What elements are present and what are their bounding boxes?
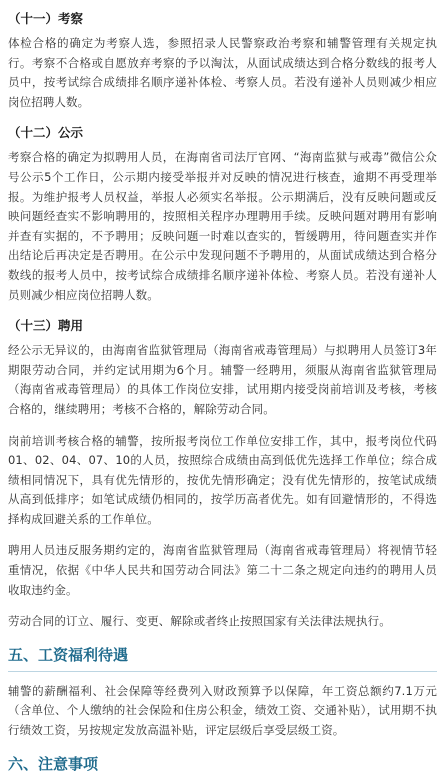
section-heading-notes: 六、注意事项 [8,754,99,773]
paragraph-publicity: 考察合格的确定为拟聘用人员，在海南省司法厅官网、“海南监狱与戒毒”微信公众号公示5个工作日，公示期内接受举报并对反映的情况进行核查，逾期不再受理举报。为维护报考人员权益，举报人必须实名举报。公示期满后，没有反映问题或反映问题经查实不影响聘用的，按照相关程序办理聘用手续。反映问题对聘用有影响并查有实据的，不予聘用；反映问题一时难以查实的，暂缓聘用，待问题查实并作出结论后再决定是否聘用。在公示中发现问题不予聘用的，从面试成绩达到合格分数线的报考人员中，按考试综合成绩排名顺序递补体检、考察人员。若没有递补人员则减少相应岗位招聘人数。 [8,150,437,302]
paragraph-contract-law: 劳动合同的订立、履行、变更、解除或者终止按照国家有关法律法规执行。 [8,614,391,629]
subsection-heading-employment: （十三）聘用 [8,318,84,334]
paragraph-post-assignment: 岗前培训考核合格的辅警，按所报考岗位工作单位安排工作，其中，报考岗位代码01、02、04、07、10的人员，按照综合成绩由高到低优先选择工作单位；综合成绩相同情况下，具有优先情形的，按优先情形确定；没有优先情形的，按笔试成绩从高到低排序；如笔试成绩仍相同的，按学历高者优先。如有回避情形的，不得选择构成回避关系的工作单位。 [8,433,437,526]
paragraph-breach-penalty: 聘用人员违反服务期约定的，海南省监狱管理局（海南省戒毒管理局）将视情节轻重情况，依据《中华人民共和国劳动合同法》第二十二条之规定向违约的聘用人员收取违约金。 [8,543,437,597]
paragraph-salary: 辅警的薪酬福利、社会保障等经费列入财政预算予以保障，年工资总额约7.1万元（含单位、个人缴纳的社会保险和住房公积金，绩效工资、交通补贴），试用期不执行绩效工资，另按规定发放高温补贴，评定层级后享受层级工资。 [8,683,437,738]
subsection-heading-inspection: （十一）考察 [8,11,84,26]
paragraph-employment-contract: 经公示无异议的，由海南省监狱管理局（海南省戒毒管理局）与拟聘用人员签订3年期限劳动合同，并约定试用期为6个月。辅警一经聘用，须服从海南省监狱管理局（海南省戒毒管理局）的具体工作岗位安排，试用期内接受岗前培训及考核，考核合格的，继续聘用；考核不合格的，解除劳动合同。 [8,343,437,416]
subsection-heading-publicity: （十二）公示 [8,125,84,141]
section-heading-salary: 五、工资福利待遇 [8,644,437,672]
paragraph-inspection: 体检合格的确定为考察人选，参照招录人民警察政治考察和辅警管理有关规定执行。考察不合格或自愿放弃考察的予以淘汰，从面试成绩达到合格分数线的报考人员中，按考试综合成绩排名顺序递补体检、考察人员。若没有递补人员则减少相应岗位招聘人数。 [8,36,437,109]
